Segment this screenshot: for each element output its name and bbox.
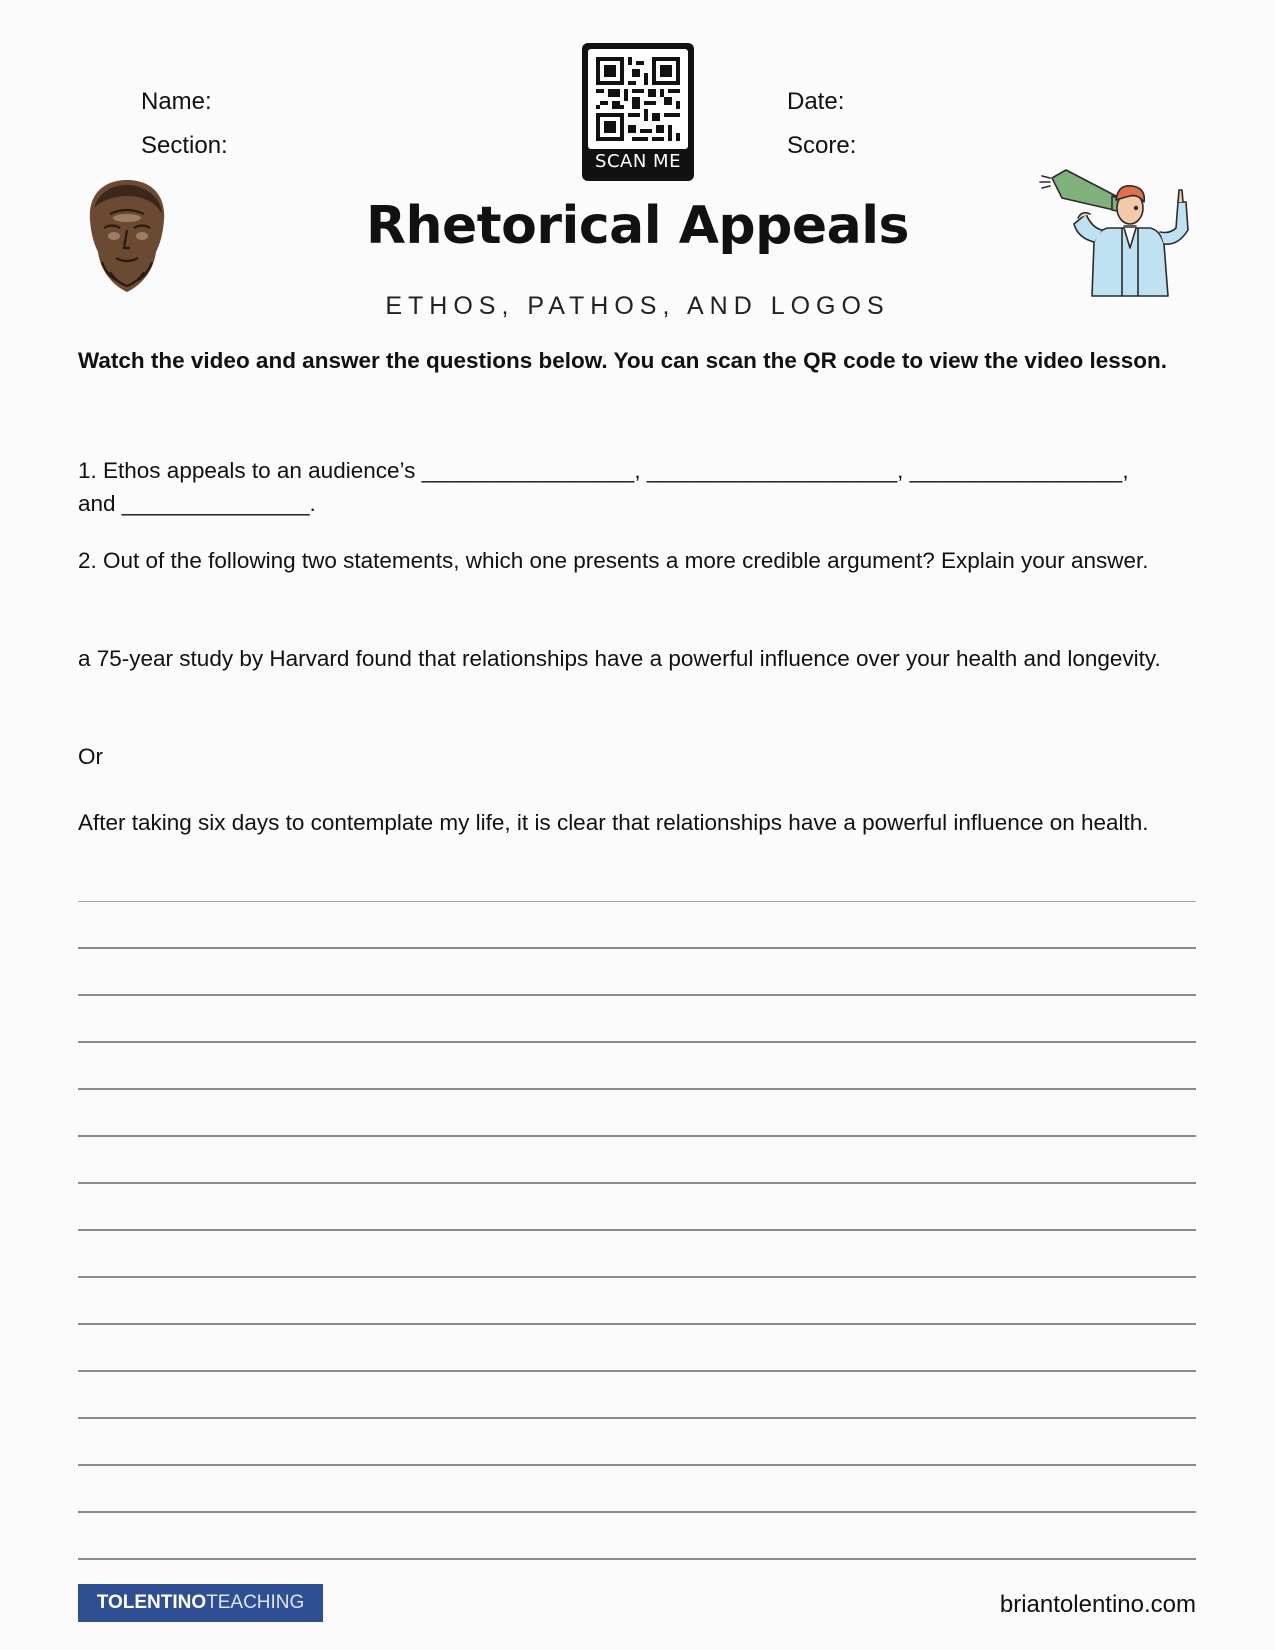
- qr-code[interactable]: [582, 43, 694, 181]
- writing-line[interactable]: [78, 1276, 1196, 1278]
- writing-line[interactable]: [78, 1464, 1196, 1466]
- instructions-text: Watch the video and answer the questions below. You can scan the QR code to view the video lesson.: [78, 348, 1167, 373]
- writing-line[interactable]: [78, 1323, 1196, 1325]
- writing-line[interactable]: [78, 1370, 1196, 1372]
- question-1-line-1: 1. Ethos appeals to an audience’s _________________, ____________________, _________________,: [78, 458, 1129, 483]
- writing-line[interactable]: [78, 1558, 1196, 1560]
- writing-line[interactable]: [78, 1088, 1196, 1090]
- writing-line[interactable]: [78, 1511, 1196, 1513]
- writing-line[interactable]: [78, 1182, 1196, 1184]
- writing-line[interactable]: [78, 947, 1196, 949]
- brand-bold-text: TOLENTINO: [96, 1592, 207, 1613]
- writing-line[interactable]: [78, 1229, 1196, 1231]
- statement-a: a 75-year study by Harvard found that relationships have a powerful influence over your health and longevity.: [78, 646, 1161, 671]
- or-separator: Or: [78, 744, 103, 769]
- qr-pattern-icon: [596, 57, 680, 141]
- brand-logo: [78, 1584, 323, 1622]
- website-link[interactable]: briantolentino.com: [999, 1591, 1196, 1618]
- section-label: Section:: [141, 132, 228, 159]
- writing-line[interactable]: [78, 901, 1196, 902]
- qr-caption: SCAN ME: [595, 151, 681, 172]
- question-1-line-2: and _______________.: [78, 491, 316, 516]
- score-label: Score:: [787, 132, 857, 159]
- question-2-prompt: 2. Out of the following two statements, which one presents a more credible argument? Explain your answer.: [78, 548, 1149, 573]
- date-label: Date:: [787, 88, 845, 115]
- writing-line[interactable]: [78, 994, 1196, 996]
- writing-line[interactable]: [78, 1041, 1196, 1043]
- brand-light-text: TEACHING: [206, 1592, 305, 1613]
- writing-line[interactable]: [78, 1135, 1196, 1137]
- statement-b: After taking six days to contemplate my life, it is clear that relationships have a powerful influence on health.: [78, 810, 1149, 835]
- writing-line[interactable]: [78, 1417, 1196, 1419]
- page-subtitle: ETHOS, PATHOS, AND LOGOS: [385, 292, 890, 320]
- page-title: Rhetorical Appeals: [365, 196, 910, 256]
- name-label: Name:: [141, 88, 212, 115]
